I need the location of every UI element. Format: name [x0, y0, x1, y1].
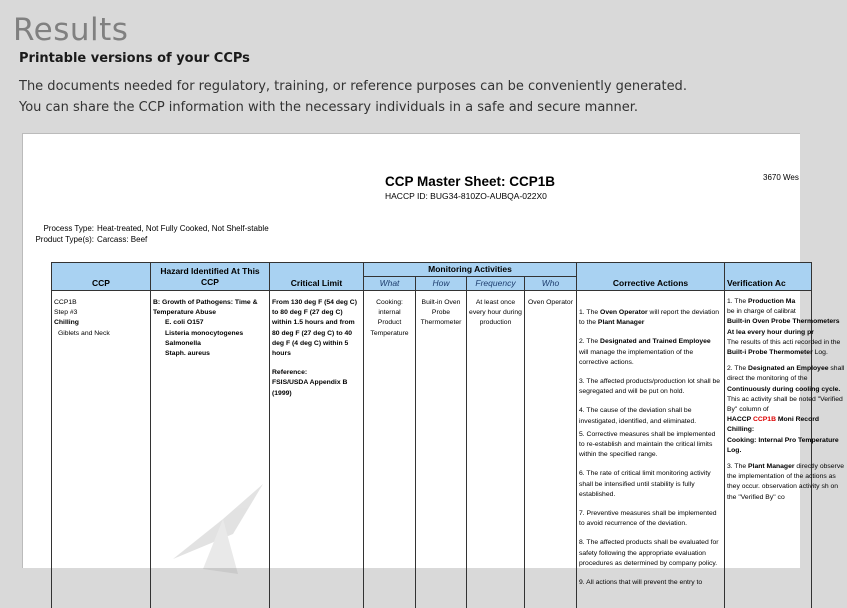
product-type-value: Carcass: Beef	[97, 235, 147, 244]
ccp-step: Step #3	[54, 308, 148, 318]
reference-text: FSIS/USDA Appendix B (1999)	[272, 378, 361, 398]
corrective-step: 4. The cause of the deviation shall be investigated, identified, and eliminated.	[579, 406, 722, 426]
results-description-1: The documents needed for regulatory, training, or reference purposes can be conveniently generated.	[19, 79, 687, 94]
col-header-monitoring: Monitoring Activities	[364, 263, 577, 277]
process-type-row	[0, 224, 269, 233]
hazard-title: B: Growth of Pathogens: Time & Temperature Abuse	[153, 298, 267, 318]
cell-verification: 1. The Production Ma be in charge of calibrat Built-in Oven Probe Thermometers At lea every hour during pr The results of this acti recorded in the Built-i Probe Thermometer Log. 2. The Designated an Employee shall direct the monitoring of the Continuously during cooling cycle. This ac activity shall be noted "Verified By" column of HACCP CCP1B Moni Record Chilling: Cooking: Internal Pro Temperature Log. 3. The Plant Manager directly observe the implementation of the actions as they occur. observation activity sh on the "Verified By" co	[725, 291, 812, 608]
cell-ccp	[52, 291, 151, 608]
corrective-step: 5. Corrective measures shall be implemented to re-establish and maintain the critical limits within the specified range.	[579, 430, 722, 461]
col-header-who: Who	[525, 277, 577, 291]
product-type-row	[0, 235, 147, 244]
cell-hazard	[151, 291, 270, 608]
cell-critical-limit	[270, 291, 364, 608]
critical-limit-text: From 130 deg F (54 deg C) to 80 deg F (27 deg C) within 1.5 hours and from 80 deg F (27 deg C) to 40 deg F (4 deg C) within 5 hours	[272, 298, 361, 359]
process-type-value: Heat-treated, Not Fully Cooked, Not Shelf-stable	[97, 224, 269, 233]
product-type-label: Product Type(s):	[0, 235, 94, 244]
haccp-id: HACCP ID: BUG34-810ZO-AUBQA-022X0	[385, 191, 547, 201]
col-header-ccp: CCP	[52, 263, 151, 291]
corrective-step: 3. The affected products/production lot shall be segregated and will be put on hold.	[579, 377, 722, 397]
company-address: 3670 Wes	[763, 173, 799, 182]
col-header-frequency: Frequency	[467, 277, 525, 291]
col-header-what: What	[364, 277, 416, 291]
results-subtitle: Printable versions of your CCPs	[19, 51, 250, 66]
ccp-master-sheet-preview[interactable]	[22, 133, 800, 568]
ccp-table	[51, 262, 812, 608]
cell-what: Cooking: internal Product Temperature	[364, 291, 416, 608]
cell-frequency: At least once every hour during production	[467, 291, 525, 608]
col-header-critical-limit: Critical Limit	[270, 263, 364, 291]
hazard-item: E. coli O157	[153, 318, 267, 328]
corrective-step: 1. The Oven Operator will report the deviation to the Plant Manager	[579, 308, 722, 328]
col-header-hazard: Hazard Identified At This CCP	[151, 263, 270, 291]
cell-how: Built-in Oven Probe Thermometer	[416, 291, 467, 608]
corrective-step: 9. All actions that will prevent the entry to	[579, 578, 722, 588]
hazard-item: Listeria monocytogenes	[153, 329, 267, 339]
sheet-title: CCP Master Sheet: CCP1B	[385, 174, 555, 189]
ccp-id: CCP1B	[54, 298, 148, 308]
corrective-step: 7. Preventive measures shall be implemented to avoid recurrence of the deviation.	[579, 509, 722, 529]
col-header-how: How	[416, 277, 467, 291]
table-row	[52, 291, 812, 608]
hazard-item: Staph. aureus	[153, 349, 267, 359]
col-header-corrective-actions: Corrective Actions	[577, 263, 725, 291]
col-header-verification: Verification Ac	[725, 263, 812, 291]
cell-who: Oven Operator	[525, 291, 577, 608]
results-title: Results	[13, 12, 128, 48]
cell-corrective-actions	[577, 291, 725, 608]
hazard-item: Salmonella	[153, 339, 267, 349]
corrective-step: 6. The rate of critical limit monitoring activity shall be intensified until stability is fully established.	[579, 469, 722, 500]
corrective-step: 2. The Designated and Trained Employee will manage the implementation of the corrective actions.	[579, 337, 722, 368]
results-description-2: You can share the CCP information with the necessary individuals in a safe and secure manner.	[19, 100, 638, 115]
reference-label: Reference:	[272, 368, 361, 378]
process-type-label: Process Type:	[0, 224, 94, 233]
ccp-product: Giblets and Neck	[54, 329, 148, 339]
ccp-process: Chilling	[54, 318, 148, 328]
corrective-step: 8. The affected products shall be evaluated for safety following the appropriate evaluation procedures as determined by company policy.	[579, 538, 722, 569]
